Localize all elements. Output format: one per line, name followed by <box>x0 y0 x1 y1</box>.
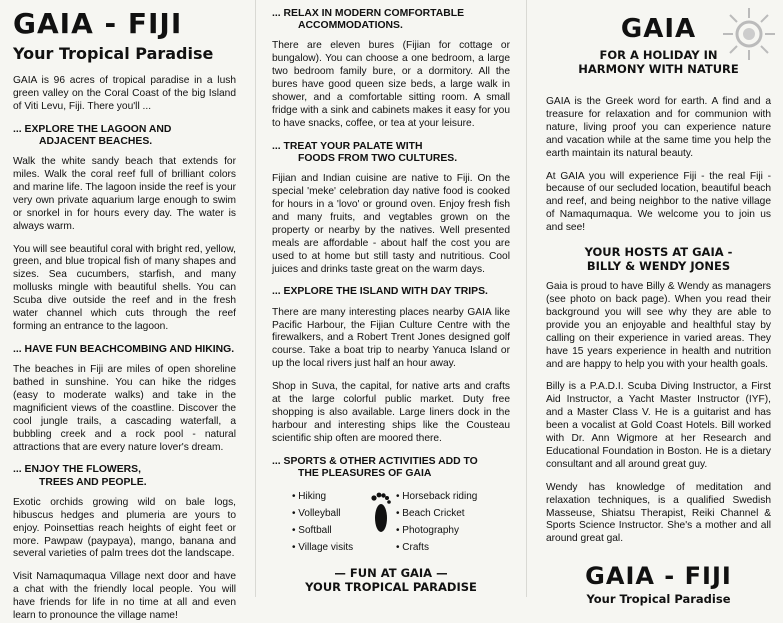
activity-item: • Volleyball <box>292 505 370 522</box>
billy-paragraph: Billy is a P.A.D.I. Scuba Diving Instructor, a First Aid Instructor, a Yacht Master Instructor (IYF), and a Master Class V. He is a guitarist and has been a vocalist at Gold Coast Hotels. Bill worked with Dr. Ann Wigmore at her Research and Educational Foundation in Boston. He is a dietary consultant and all around great guy. <box>546 381 771 470</box>
activity-item: • Village visits <box>292 539 370 556</box>
heading-lagoon: ... EXPLORE THE LAGOON AND ADJACENT BEACHES. <box>13 123 172 147</box>
heading-day-trips: ... EXPLORE THE ISLAND WITH DAY TRIPS. <box>272 286 488 298</box>
brochure-subtitle: Your Tropical Paradise <box>13 44 214 63</box>
brochure-title: GAIA - FIJI <box>13 7 183 40</box>
heading-flowers: ... ENJOY THE FLOWERS, TREES AND PEOPLE. <box>13 464 147 488</box>
wendy-paragraph: Wendy has knowledge of meditation and relaxation techniques, is a qualified Swedish Masseuse, Shiatsu Therapist, Reiki Channel & Sports Science Instructor. She's a mother and all around great gal. <box>546 481 771 545</box>
foods-paragraph: Fijian and Indian cuisine are native to Fiji. On the special 'meke' celebration day native food is cooked for hours in a 'lovo' or ground oven. Enjoy fresh fish and many fruits, and vegtables grown on the property or nearby by the natives. Well presented meals are affordable - about half the cost you are used to at home but still tasty and nutritious. Cool juices and drinks taste great on the warm days. <box>272 173 510 275</box>
activity-item: • Softball <box>292 522 370 539</box>
bottom-subtitle: Your Tropical Paradise <box>586 592 731 607</box>
heading-accommodations: ... RELAX IN MODERN COMFORTABLE ACCOMMODATIONS. <box>272 8 465 32</box>
day-trips-paragraph: There are many interesting places nearby GAIA like Pacific Harbour, the Fijian Culture Centre with the firewalkers, and a Robert Trent Jones designed golf course. Take a boat trip to nearby Yanuca Island or up the local rivers just half an hour away. <box>272 306 510 370</box>
activities-left <box>292 488 370 556</box>
beachcombing-paragraph: The beaches in Fiji are miles of open shoreline bathed in sunshine. You can hike the ridges (easy to moderate walks) and take in the magnificient views of the coastline. Discover the cool jungle trails, a cascading waterfall, a bubbling creek and a rock pool - natural attractions that are every nature lover's dream. <box>13 364 236 453</box>
fold-line-1 <box>255 0 256 597</box>
panel-right <box>532 0 783 607</box>
heading-hosts: YOUR HOSTS AT GAIA - BILLY & WENDY JONES <box>584 245 733 274</box>
activity-item: • Hiking <box>292 488 370 505</box>
lagoon-paragraph-1: Walk the white sandy beach that extends for miles. Walk the coral reef full of brilliant colors and marine life. The lagoon inside the reef is your very own private aquarium large enough to swim or snorkel in for hours every day. The water is always warm. <box>13 156 236 232</box>
shopping-paragraph: Shop in Suva, the capital, for native arts and crafts at the large colorful public market. Duty free shopping is also available. Large liners dock in the harbour and interesting ships like the Cousteau scientific ship often are moored there. <box>272 381 510 444</box>
activity-item: • Beach Cricket <box>396 505 510 522</box>
footprint-icon <box>370 488 392 540</box>
intro-paragraph: GAIA is 96 acres of tropical paradise in a lush green valley on the Coral Coast of the big Island of Viti Levu, Fiji. There you'll ... <box>13 75 236 112</box>
flowers-paragraph: Exotic orchids growing wild on bale logs, hibuscus hedges and plumeria are yours to enjoy. Poinsettias reach heights of eight feet or more. Pawpaw (paypaya), mango, banana and several varieties of palm trees dot the landscape. <box>13 496 236 560</box>
tagline: FOR A HOLIDAY IN HARMONY WITH NATURE <box>578 48 739 76</box>
gaia-meaning-paragraph: GAIA is the Greek word for earth. A find and a treasure for relaxation and for communion with nature, living proof you can experience nature and vacation while at the same time you help the earth maintain its natural beauty. <box>546 96 771 159</box>
sun-icon <box>721 6 777 62</box>
panel-left <box>0 0 248 622</box>
panel-middle <box>262 0 520 597</box>
hosts-paragraph: Gaia is proud to have Billy & Wendy as managers (see photo on back page). When you read their background you will see why they are able to provide you an enjoyable and healthful stay by calling on their experience in varied areas. They have 15 years experience in health and nutrition and are happy to help you with your health goals. <box>546 281 771 370</box>
activity-item: • Photography <box>396 522 510 539</box>
fun-at-gaia-footer: — FUN AT GAIA — YOUR TROPICAL PARADISE <box>305 566 477 595</box>
heading-foods: ... TREAT YOUR PALATE WITH FOODS FROM TWO CULTURES. <box>272 140 458 164</box>
village-paragraph: Visit Namaqumaqua Village next door and have a chat with the friendly local people. You will have friends for life in no time at all and even learn to pronounce the village name! <box>13 571 236 622</box>
heading-beachcombing: ... HAVE FUN BEACHCOMBING AND HIKING. <box>13 343 235 355</box>
heading-activities: ... SPORTS & OTHER ACTIVITIES ADD TO THE PLEASURES OF GAIA <box>272 455 478 479</box>
activity-item: • Crafts <box>396 539 510 556</box>
accommodations-paragraph: There are eleven bures (Fijian for cottage or bungalow). You can choose a one bedroom, a large two bedroom family bure, or a dormitory. All the bures have good queen size beds, a large walk in shower, and a comfortable sitting room. A small fridge with a sink and cabinets makes it easy for you to have snacks, coffee, or tea at your leisure. <box>272 40 510 129</box>
panel-title-gaia: GAIA <box>620 14 697 44</box>
activities-list <box>292 488 510 556</box>
activity-item: • Horseback riding <box>396 488 510 505</box>
bottom-brand <box>546 562 771 606</box>
activities-right <box>396 488 510 556</box>
bottom-title: GAIA - FIJI <box>585 562 732 591</box>
lagoon-paragraph-2: You will see beautiful coral with bright red, yellow, green, and blue tropical fish of many shapes and sizes. Sea cucumbers, starfish, and many mollusks mingle with beautiful shells. You can Scuba dive outside the reef and in the fresh water channel which cuts through the reef forming an entrance to the lagoon. <box>13 243 236 332</box>
fold-line-2 <box>526 0 527 597</box>
experience-fiji-paragraph: At GAIA you will experience Fiji - the real Fiji - because of our secluded location, beautiful beach and reef, and being neighbor to the native village of Namaqumaqua. We welcome you to join us and see! <box>546 170 771 234</box>
